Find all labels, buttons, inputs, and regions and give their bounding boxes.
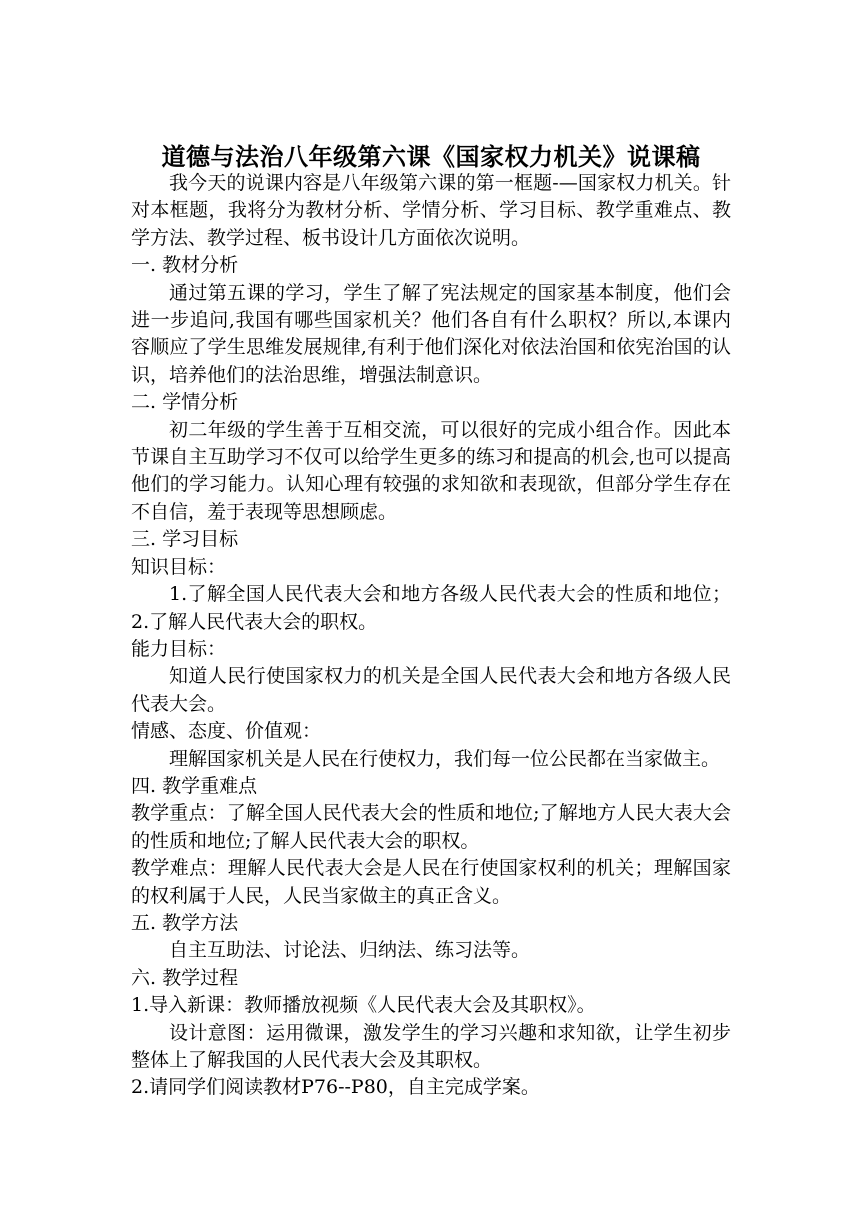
teaching-methods-paragraph: 自主互助法、讨论法、归纳法、练习法等。 [169,939,531,962]
process-step-1: 1.导入新课：教师播放视频《人民代表大会及其职权》。 [131,994,596,1017]
knowledge-goal-paragraph: 1.了解全国人民代表大会和地方各级人民代表大会的性质和地位；2.了解人民代表大会的职权。 [131,583,731,633]
document-page [131,140,731,1102]
ability-goal-label: 能力目标： [131,637,227,660]
process-step-2: 2.请同学们阅读教材P76--P80，自主完成学案。 [131,1076,540,1099]
textbook-analysis-paragraph: 通过第五课的学习，学生了解了宪法规定的国家基本制度，他们会进一步追问,我国有哪些国家机关？他们各自有什么职权？所以,本课内容顺应了学生思维发展规律,有利于他们深化对依法治国和依宪治国的认识，培养他们的法治思维，增强法制意识。 [131,281,731,386]
section-heading-textbook-analysis: 一. 教材分析 [131,254,239,277]
emotion-goal-label: 情感、态度、价值观： [131,720,322,743]
section-heading-student-analysis: 二. 学情分析 [131,391,239,414]
ability-goal-paragraph: 知道人民行使国家权力的机关是全国人民代表大会和地方各级人民代表大会。 [131,665,731,715]
student-analysis-paragraph: 初二年级的学生善于互相交流，可以很好的完成小组合作。因此本节课自主互助学习不仅可以给学生更多的练习和提高的机会,也可以提高他们的学习能力。认知心理有较强的求知欲和表现欲，但部分学生存在不自信，羞于表现等思想顾虑。 [131,418,731,523]
intro-paragraph: 我今天的说课内容是八年级第六课的第一框题-—国家权力机关。针对本框题，我将分为教材分析、学情分析、学习目标、教学重难点、教学方法、教学过程、板书设计几方面依次说明。 [131,172,731,249]
knowledge-goal-label: 知识目标： [131,555,227,578]
key-points-paragraph: 教学重点：了解全国人民代表大会的性质和地位;了解地方人民大表大会的性质和地位;了解人民代表大会的职权。 [131,802,731,852]
emotion-goal-paragraph: 理解国家机关是人民在行使权力，我们每一位公民都在当家做主。 [169,747,721,770]
section-heading-learning-goals: 三. 学习目标 [131,528,239,551]
section-heading-teaching-process: 六. 教学过程 [131,966,239,989]
page-title: 道德与法治八年级第六课《国家权力机关》说课稿 [161,143,701,171]
difficult-points-paragraph: 教学难点：理解人民代表大会是人民在行使国家权利的机关；理解国家的权利属于人民，人民当家做主的真正含义。 [131,857,731,907]
design-intent-paragraph: 设计意图：运用微课，激发学生的学习兴趣和求知欲，让学生初步整体上了解我国的人民代表大会及其职权。 [131,1021,731,1071]
section-heading-key-difficult-points: 四. 教学重难点 [131,774,258,797]
section-heading-teaching-methods: 五. 教学方法 [131,911,239,934]
